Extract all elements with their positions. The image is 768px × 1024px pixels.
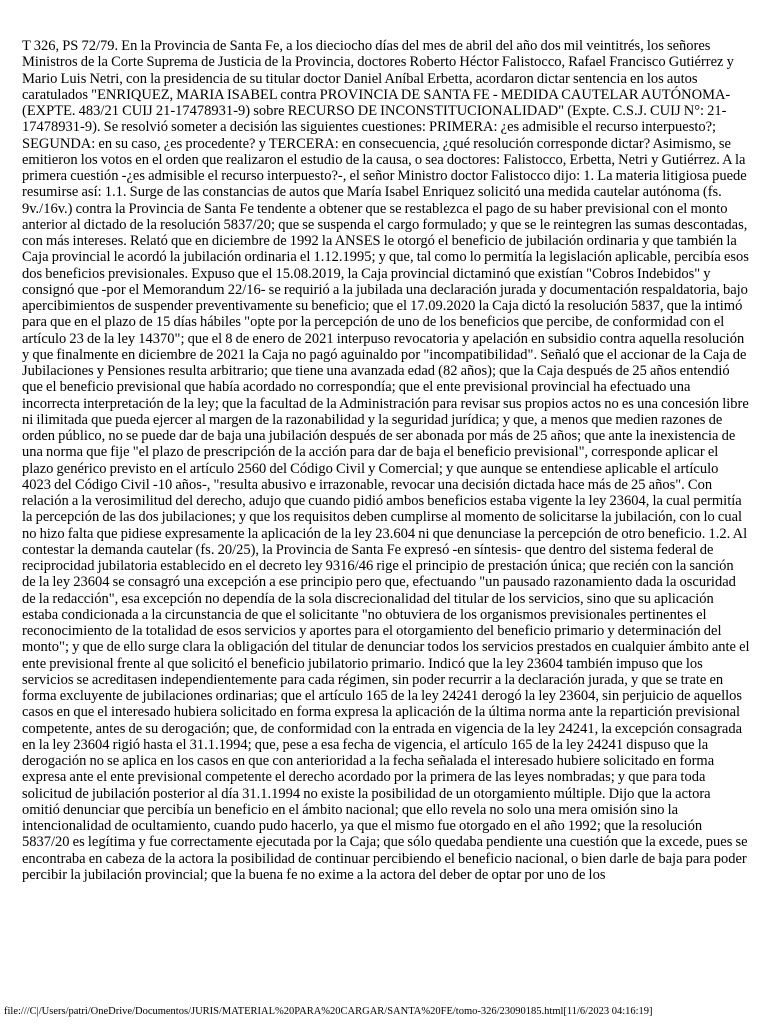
- file-path-footer: file:///C|/Users/patri/OneDrive/Documentos/JURIS/MATERIAL%20PARA%20CARGAR/SANTA%20FE/tomo-326/23090185.html[11/6/2023 04:16:19]: [4, 1006, 653, 1017]
- judgment-body-text: T 326, PS 72/79. En la Provincia de Santa Fe, a los dieciocho días del mes de abril del año dos mil veintitrés, los señores Ministros de la Corte Suprema de Justicia de la Provincia, doctores Roberto Héctor Falistocco, Rafael Francisco Gutiérrez y Mario Luis Netri, con la presidencia de su titular doctor Daniel Aníbal Erbetta, acordaron dictar sentencia en los autos caratulados "ENRIQUEZ, MARIA ISABEL contra PROVINCIA DE SANTA FE - MEDIDA CAUTELAR AUTÓNOMA- (EXPTE. 483/21 CUIJ 21-17478931-9) sobre RECURSO DE INCONSTITUCIONALIDAD" (Expte. C.S.J. CUIJ N°: 21-17478931-9). Se resolvió someter a decisión las siguientes cuestiones: PRIMERA: ¿es admisible el recurso interpuesto?; SEGUNDA: en su caso, ¿es procedente? y TERCERA: en consecuencia, ¿qué resolución corresponde dictar? Asimismo, se emitieron los votos en el orden que realizaron el estudio de la causa, o sea doctores: Falistocco, Erbetta, Netri y Gutiérrez. A la primera cuestión -¿es admisible el recurso interpuesto?-, el señor Ministro doctor Falistocco dijo: 1. La materia litigiosa puede resumirse así: 1.1. Surge de las constancias de autos que María Isabel Enriquez solicitó una medida cautelar autónoma (fs. 9v./16v.) contra la Provincia de Santa Fe tendente a obtener que se restablezca el pago de su haber previsional con el monto anterior al dictado de la resolución 5837/20; que se suspenda el cargo formulado; y que se le reintegren las sumas descontadas, con más intereses. Relató que en diciembre de 1992 la ANSES le otorgó el beneficio de jubilación ordinaria y que también la Caja provincial le acordó la jubilación ordinaria el 1.12.1995; y que, tal como lo permitía la legislación aplicable, percibía esos dos beneficios previsionales. Expuso que el 15.08.2019, la Caja provincial dictaminó que existían "Cobros Indebidos" y consignó que -por el Memorandum 22/16- se requirió a la jubilada una declaración jurada y documentación respaldatoria, bajo apercibimientos de suspender preventivamente su beneficio; que el 17.09.2020 la Caja dictó la resolución 5837, que la intimó para que en el plazo de 15 días hábiles "opte por la percepción de uno de los beneficios que percibe, de conformidad con el artículo 23 de la ley 14370"; que el 8 de enero de 2021 interpuso revocatoria y apelación en subsidio contra aquella resolución y que finalmente en diciembre de 2021 la Caja no pagó aguinaldo por "incompatibilidad". Señaló que el accionar de la Caja de Jubilaciones y Pensiones resulta arbitrario; que tiene una avanzada edad (82 años); que la Caja después de 25 años entendió que el beneficio previsional que había acordado no correspondía; que el ente previsional provincial ha efectuado una incorrecta interpretación de la ley; que la facultad de la Administración para revisar sus propios actos no es una concesión libre ni ilimitada que pueda ejercer al margen de la razonabilidad y la seguridad jurídica; y que, a menos que medien razones de orden público, no se puede dar de baja una jubilación después de ser abonada por más de 25 años; que ante la inexistencia de una norma que fije "el plazo de prescripción de la acción para dar de baja el beneficio previsional", corresponde aplicar el plazo genérico previsto en el artículo 2560 del Código Civil y Comercial; y que aunque se entendiese aplicable el artículo 4023 del Código Civil -10 años-, "resulta abusivo e irrazonable, revocar una decisión dictada hace más de 25 años". Con relación a la verosimilitud del derecho, adujo que cuando pidió ambos beneficios estaba vigente la ley 23604, la cual permitía la percepción de las dos jubilaciones; y que los requisitos deben cumplirse al momento de solicitarse la jubilación, con lo cual no hizo falta que pidiese expresamente la aplicación de la ley 23.604 ni que denunciase la percepción de otro beneficio. 1.2. Al contestar la demanda cautelar (fs. 20/25), la Provincia de Santa Fe expresó -en síntesis- que dentro del sistema federal de reciprocidad jubilatoria establecido en el decreto ley 9316/46 rige el principio de prestación única; que recién con la sanción de la ley 23604 se consagró una excepción a ese principio pero que, efectuando "un pausado razonamiento dada la oscuridad de la redacción", esa excepción no dependía de la sola discrecionalidad del titular de los servicios, sino que su aplicación estaba condicionada a la circunstancia de que el solicitante "no obtuviera de los organismos previsionales pertinentes el reconocimiento de la totalidad de esos servicios y aportes para el otorgamiento del beneficio primario y determinación del monto"; y que de ello surge clara la obligación del titular de denunciar todos los servicios prestados en cualquier ámbito ante el ente previsional frente al que solicitó el beneficio jubilatorio primario. Indicó que la ley 23604 también impuso que los servicios se acreditasen independientemente para cada régimen, sin poder recurrir a la declaración jurada, y que se trate en forma excluyente de jubilaciones ordinarias; que el artículo 165 de la ley 24241 derogó la ley 23604, sin perjuicio de aquellos casos en que el interesado hubiera solicitado en forma expresa la aplicación de la última norma ante la repartición previsional competente, antes de su derogación; que, de conformidad con la entrada en vigencia de la ley 24241, la excepción consagrada en la ley 23604 rigió hasta el 31.1.1994; que, pese a esa fecha de vigencia, el artículo 165 de la ley 24241 dispuso que la derogación no se aplica en los casos en que con anterioridad a la fecha señalada el interesado hubiere solicitado en forma expresa ante el ente previsional competente el derecho acordado por la primera de las leyes nombradas; y que para toda solicitud de jubilación posterior al día 31.1.1994 no existe la posibilidad de un otorgamiento múltiple. Dijo que la actora omitió denunciar que percibía un beneficio en el ámbito nacional; que ello revela no solo una mera omisión sino la intencionalidad de ocultamiento, cuando pudo hacerlo, ya que el mismo fue otorgado en el año 1992; que la resolución 5837/20 es legítima y fue correctamente ejecutada por la Caja; que sólo quedaba pendiente una cuestión que la excede, pues se encontraba en cabeza de la actora la posibilidad de continuar percibiendo el beneficio nacional, o bien darle de baja para poder percibir la jubilación provincial; que la buena fe no exime a la actora del deber de optar por uno de los: [22, 38, 750, 883]
